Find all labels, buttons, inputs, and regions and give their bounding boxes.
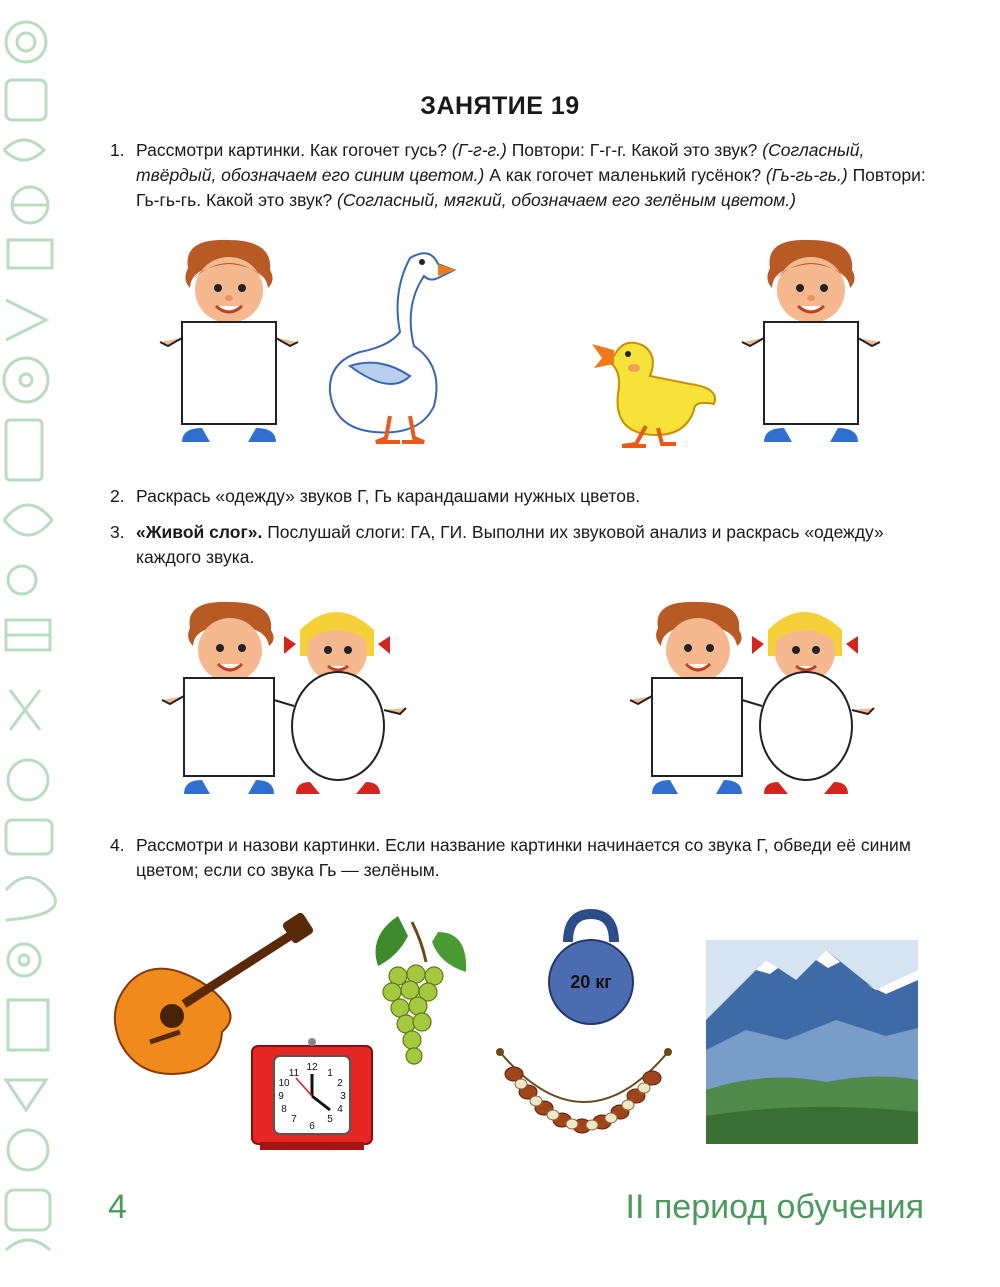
decorative-side-strip <box>0 0 62 1287</box>
lesson-title: ЗАНЯТИЕ 19 <box>420 92 580 120</box>
alarm-clock-picture <box>250 1038 374 1152</box>
task-1-text: Рассмотри картинки. Как гогочет гусь? (Г-г-г.) Повтори: Г-г-г. Какой это звук? (Согласный, твёрдый, обозначаем его синим цветом.) А как гогочет маленький гусёнок? (Гь-гь-гь.) Повтори: Гь-гь-гь. Какой это звук? (Согласный, мягкий, обозначаем его зелёным цветом.) <box>136 140 926 210</box>
boy-with-square-sign-2 <box>740 238 882 452</box>
task-3 <box>110 520 930 570</box>
gosling-picture <box>592 336 718 448</box>
task-1-number: 1. <box>110 140 125 160</box>
clock-number-10: 10 <box>278 1078 290 1089</box>
boy-with-square-sign-1 <box>158 238 300 452</box>
clock-number-11: 11 <box>288 1068 300 1079</box>
task-4 <box>110 833 930 883</box>
clock-number-8: 8 <box>281 1104 287 1115</box>
clock-number-6: 6 <box>309 1121 315 1132</box>
clock-number-5: 5 <box>327 1114 333 1125</box>
clock-number-4: 4 <box>337 1104 343 1115</box>
clock-number-7: 7 <box>291 1114 297 1125</box>
task-2 <box>110 484 930 509</box>
weight-label: 20 кг <box>570 972 612 992</box>
task-4-text: Рассмотри и назови картинки. Если название картинки начинается со звука Г, обведи её синим цветом; если со звука Гь — зелёным. <box>136 835 911 880</box>
goose-picture <box>330 246 458 446</box>
task-3-text: «Живой слог». Послушай слоги: ГА, ГИ. Выполни их звуковой анализ и раскрась «одежду» каждого звука. <box>136 522 884 567</box>
task-3-number: 3. <box>110 522 125 542</box>
task-2-text: Раскрась «одежду» звуков Г, Гь карандашами нужных цветов. <box>136 486 641 506</box>
clock-number-9: 9 <box>278 1091 284 1102</box>
clock-number-12: 12 <box>306 1062 318 1073</box>
clock-number-2: 2 <box>337 1078 343 1089</box>
grapes-picture <box>368 912 470 1066</box>
task-4-number: 4. <box>110 835 125 855</box>
boy-and-girl-syllable-gi <box>628 600 878 806</box>
boy-and-girl-syllable-ga <box>160 600 410 806</box>
page-number: 4 <box>108 1188 127 1226</box>
task-2-number: 2. <box>110 486 125 506</box>
task-1 <box>110 138 930 213</box>
clock-number-3: 3 <box>340 1091 346 1102</box>
weight-20kg-picture <box>540 912 642 1024</box>
dried-mushrooms-string-picture <box>494 1046 674 1150</box>
section-title: II период обучения <box>625 1188 924 1226</box>
clock-number-1: 1 <box>327 1068 333 1079</box>
mountains-picture <box>706 940 918 1144</box>
